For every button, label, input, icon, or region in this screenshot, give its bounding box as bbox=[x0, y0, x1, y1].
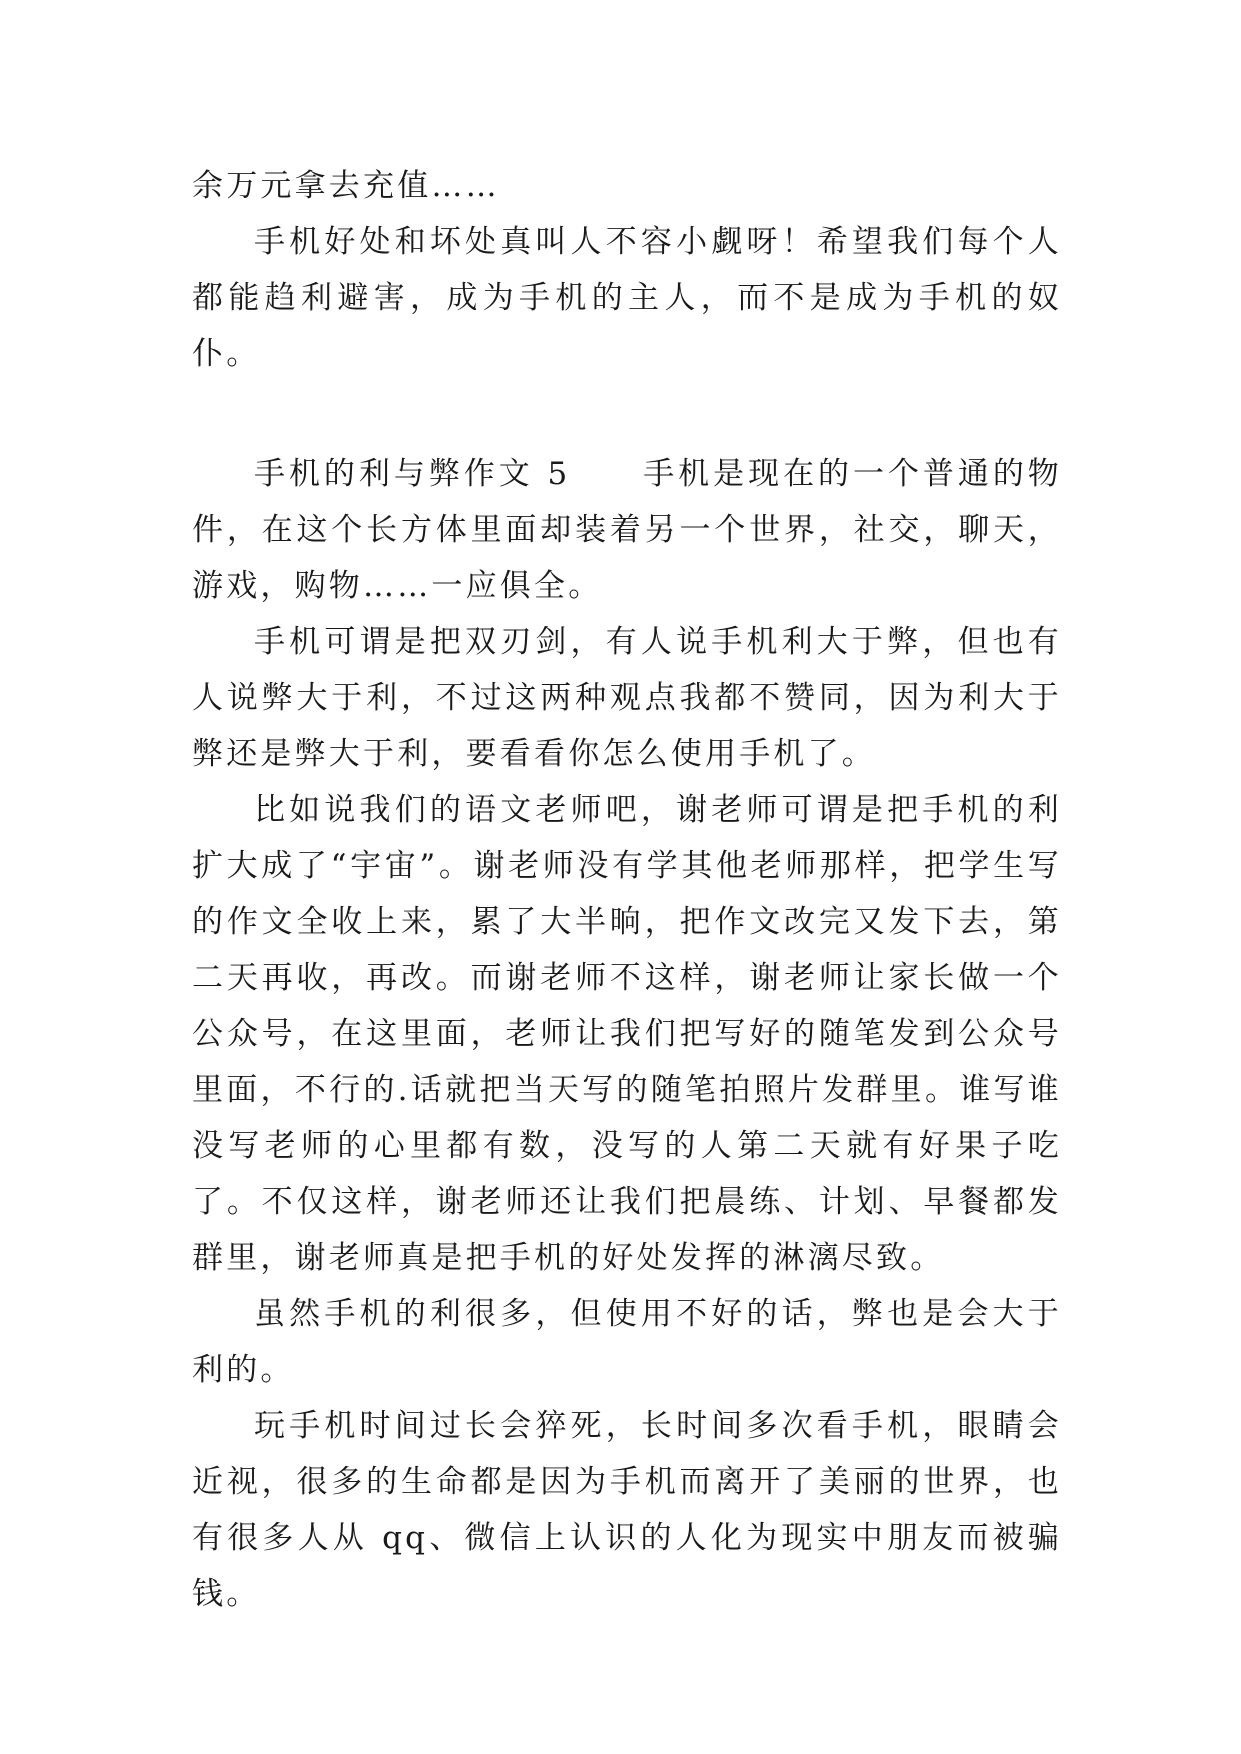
essay-paragraph: 比如说我们的语文老师吧，谢老师可谓是把手机的利扩大成了“宇宙”。谢老师没有学其他老师那样，把学生写的作文全收上来，累了大半晌，把作文改完又发下去，第二天再收，再改。而谢老师不这样，谢老师让家长做一个公众号，在这里面，老师让我们把写好的随笔发到公众号里面，不行的.话就把当天写的随笔拍照片发群里。谁写谁没写老师的心里都有数，没写的人第二天就有好果子吃了。不仅这样，谢老师还让我们把晨练、计划、早餐都发群里，谢老师真是把手机的好处发挥的淋漓尽致。 bbox=[192, 792, 1062, 1276]
essay-title: 手机的利与弊作文 5 bbox=[254, 456, 571, 492]
document-page bbox=[192, 158, 1062, 1622]
essay-paragraph: 玩手机时间过长会猝死，长时间多次看手机，眼睛会近视，很多的生命都是因为手机而离开了美丽的世界，也有很多人从 qq、微信上认识的人化为现实中朋友而被骗钱。 bbox=[192, 1408, 1062, 1612]
essay-paragraph: 虽然手机的利很多，但使用不好的话，弊也是会大于利的。 bbox=[192, 1296, 1062, 1388]
essay-intro-paragraph bbox=[192, 446, 1062, 614]
paragraph-conclusion: 手机好处和坏处真叫人不容小觑呀！希望我们每个人都能趋利避害，成为手机的主人，而不是成为手机的奴仆。 bbox=[192, 224, 1062, 372]
essay-first-paragraph: 手机是现在的一个普通的物件，在这个长方体里面却装着另一个世界，社交，聊天，游戏，购物……一应俱全。 bbox=[192, 456, 1063, 604]
essay-paragraph: 手机可谓是把双刃剑，有人说手机利大于弊，但也有人说弊大于利，不过这两种观点我都不赞同，因为利大于弊还是弊大于利，要看看你怎么使用手机了。 bbox=[192, 624, 1062, 772]
paragraph-continued: 余万元拿去充值…… bbox=[192, 168, 500, 204]
